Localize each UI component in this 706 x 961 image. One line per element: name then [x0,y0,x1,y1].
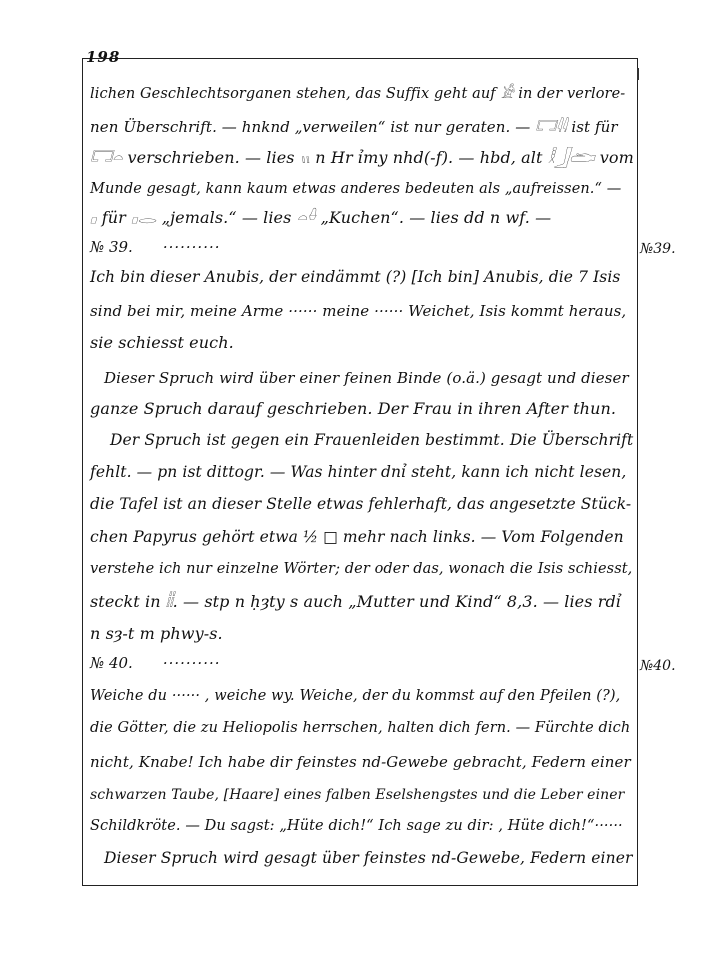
text-line: 𓉐𓏏 verschrieben. — lies 𓏭 n Hr ỉmy nhd(-f). — hbd, alt 𓎛𓃀𓂧 vom [90,148,634,167]
text-line: Weiche du ······ , weiche wy. Weiche, der du kommst auf den Pfeilen (?), [90,688,621,704]
text-line: lichen Geschlechtsorganen stehen, das Suffix geht auf 𓀀 in der verlore- [90,86,626,102]
text-line: steckt in 𓏪𓏪. — stp n ḥȝty s auch „Mutter und Kind“ 8,3. — lies rdỉ [90,592,622,611]
text-line: schwarzen Taube, [Haare] eines falben Eselshengstes und die Leber einer [90,787,625,803]
text-line: verstehe ich nur einzelne Wörter; der oder das, wonach die Isis schiesst, [90,561,633,577]
text-line: Munde gesagt, kann kaum etwas anderes bedeuten als „aufreissen.“ — [90,181,622,197]
text-line: nen Überschrift. — hnknd „verweilen“ ist nur geraten. — 𓉐𓇋𓇋 ist für [90,118,618,136]
text-line: die Tafel ist an dieser Stelle etwas fehlerhaft, das angesetzte Stück- [90,495,632,513]
page-number: 198 [86,48,121,66]
text-line: Ich bin dieser Anubis, der eindämmt (?) [Ich bin] Anubis, die 7 Isis [90,268,621,286]
entry-40-dots: ·········· [162,654,221,672]
text-line: fehlt. — pn ist dittogr. — Was hinter dnỉ steht, kann ich nicht lesen, [90,463,627,481]
entry-39-label: № 39. [90,238,133,256]
entry-40-label: № 40. [90,654,133,672]
text-line: ganze Spruch darauf geschrieben. Der Frau in ihren After thun. [90,399,617,418]
text-line: sie schiesst euch. [90,333,234,352]
entry-39-dots: ·········· [162,238,221,256]
text-line: nicht, Knabe! Ich habe dir feinstes nd-Gewebe gebracht, Federn einer [90,753,631,771]
text-line: n sȝ-t m phwy-s. [90,624,223,643]
entry-40-heading [90,654,221,672]
text-line: Dieser Spruch wird gesagt über feinstes nd-Gewebe, Federn einer [104,849,633,867]
entry-39-heading [90,238,221,256]
margin-number-39: №39. [640,241,676,257]
text-line: Dieser Spruch wird über einer feinen Binde (o.ä.) gesagt und dieser [104,369,629,387]
text-line: sind bei mir, meine Arme ······ meine ······ Weichet, Isis kommt heraus, [90,302,627,320]
text-line: chen Papyrus gehört etwa ½ □ mehr nach links. — Vom Folgenden [90,528,624,546]
text-line: Der Spruch ist gegen ein Frauenleiden bestimmt. Die Überschrift [110,431,634,449]
margin-number-40: №40. [640,658,676,674]
text-line: die Götter, die zu Heliopolis herrschen, halten dich fern. — Fürchte dich [90,720,631,736]
text-line: 𓊪 für 𓊪𓂋 „jemals.“ — lies 𓏏𓏐 „Kuchen“. — lies dd n wf. — [90,208,552,227]
text-line: Schildkröte. — Du sagst: „Hüte dich!“ Ich sage zu dir: , Hüte dich!“······ [90,818,623,834]
margin-tick [637,68,639,80]
